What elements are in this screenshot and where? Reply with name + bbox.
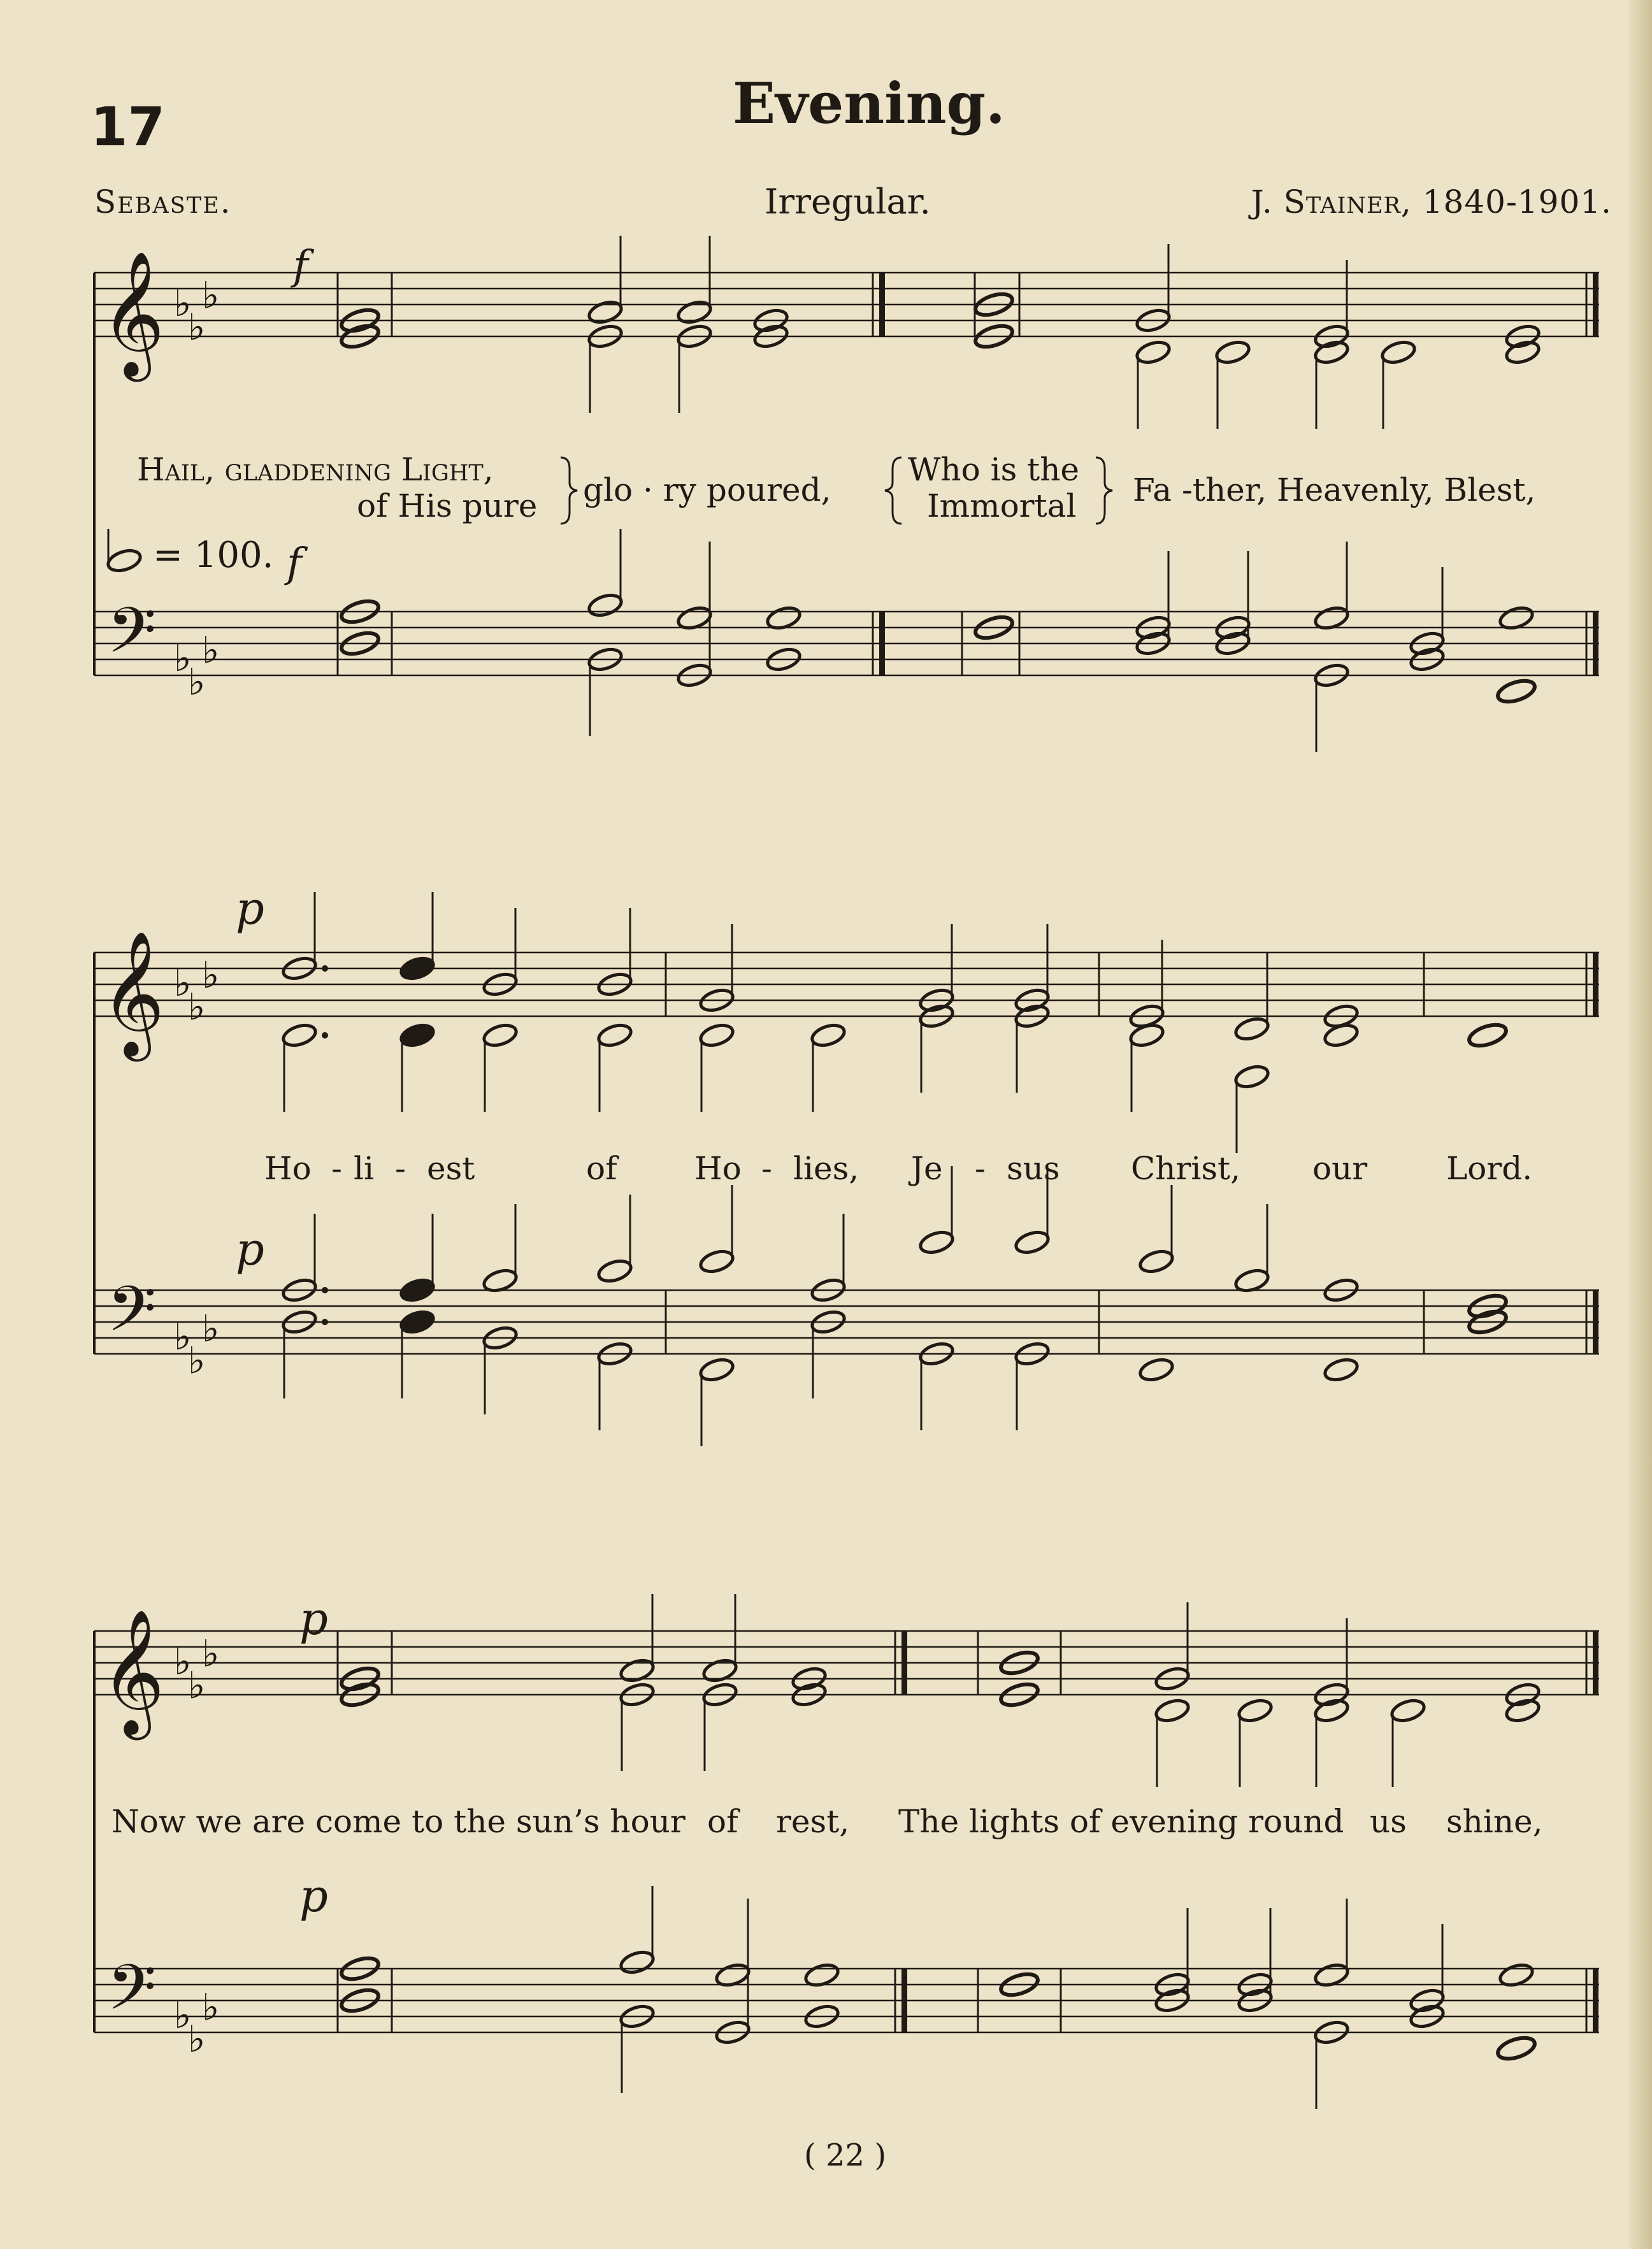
dynamic-forte: f (287, 540, 302, 587)
double-barline (1593, 952, 1598, 1016)
note-head (1014, 1229, 1051, 1256)
note-head (1138, 1356, 1175, 1384)
flat-icon: ♭ (174, 1315, 192, 1358)
note-head (1495, 2034, 1537, 2062)
lyric-word: - (761, 1150, 772, 1187)
note-head (596, 1258, 633, 1285)
bass-clef-icon: 𝄢 (107, 594, 157, 683)
note-head (1380, 339, 1417, 366)
flat-icon: ♭ (188, 2017, 206, 2061)
lyric-word: Christ, (1131, 1150, 1240, 1187)
lyric-rest: rest, (776, 1803, 850, 1840)
note-head (1313, 1697, 1350, 1725)
double-barline (1593, 273, 1598, 336)
double-barline (1593, 1290, 1598, 1354)
tune-name: Sebaste. (94, 183, 232, 220)
lyric-word: of (586, 1150, 617, 1187)
dynamic-piano: p (236, 882, 264, 935)
note-head (1138, 1248, 1175, 1275)
note-head (399, 1309, 436, 1336)
lyric-father: Fa -ther, Heavenly, Blest, (1133, 471, 1536, 508)
dynamic-piano: p (299, 1593, 328, 1645)
lyric-of: of (707, 1803, 738, 1840)
flat-icon: ♭ (188, 1663, 206, 1707)
flat-icon: ♭ (202, 273, 220, 317)
lyric-word: lies, (793, 1150, 859, 1187)
note-head (587, 592, 624, 619)
flat-icon: ♭ (174, 636, 192, 680)
lyric-word: - (975, 1150, 986, 1187)
lyric-word: Ho (694, 1150, 742, 1187)
lyric-word: sus (1007, 1150, 1060, 1187)
note-head (1390, 1697, 1426, 1725)
double-barline (901, 1631, 907, 1695)
dynamic-piano: p (299, 1870, 328, 1922)
flat-icon: ♭ (188, 305, 206, 349)
note-head (810, 1022, 847, 1049)
flat-icon: ♭ (202, 953, 220, 997)
note-head (1237, 1697, 1274, 1725)
lyric-brace (1096, 457, 1112, 524)
note-head (698, 1248, 735, 1275)
flat-icon: ♭ (174, 282, 192, 325)
lyric-who: Who is the (908, 451, 1080, 488)
lyric-lights: The lights of evening round (898, 1803, 1344, 1840)
lyric-us: us (1370, 1803, 1407, 1840)
flat-icon: ♭ (188, 1339, 206, 1383)
flat-icon: ♭ (202, 1985, 220, 2029)
note-head (1323, 1356, 1360, 1384)
lyric-word: Je (911, 1150, 943, 1187)
lyric-word: - (395, 1150, 406, 1187)
double-barline (1593, 1631, 1598, 1695)
flat-icon: ♭ (188, 985, 206, 1029)
dot (322, 1287, 328, 1293)
note-head (619, 1949, 656, 1976)
page-number: ( 22 ) (804, 2138, 887, 2173)
flat-icon: ♭ (188, 660, 206, 704)
flat-icon: ♭ (202, 1632, 220, 1676)
lyric-glory: glo · ry poured, (583, 471, 831, 508)
flat-icon: ♭ (202, 628, 220, 672)
flat-icon: ♭ (174, 1640, 192, 1683)
note-head (482, 1022, 519, 1049)
note-head (399, 1277, 436, 1304)
note-head (676, 299, 713, 326)
lyric-hail: Hail, gladdening Light, (137, 451, 494, 488)
note-head (1135, 339, 1172, 366)
lyric-word: - (331, 1150, 342, 1187)
note-head (281, 1022, 318, 1049)
treble-clef-icon: 𝄞 (101, 1609, 165, 1735)
lyric-brace (885, 457, 901, 524)
note-head (1313, 339, 1350, 366)
treble-clef-icon: 𝄞 (101, 250, 165, 377)
bass-clef-icon: 𝄢 (107, 1273, 157, 1362)
lyric-word: our (1312, 1150, 1368, 1187)
double-barline (879, 612, 885, 675)
dynamic-forte: f (293, 242, 308, 289)
note-head (1154, 1697, 1191, 1725)
flat-icon: ♭ (202, 1307, 220, 1351)
note-head (619, 1657, 656, 1685)
lyric-pure: of His pure (357, 487, 538, 524)
note-head (399, 1022, 436, 1049)
hymn-title: Evening. (733, 70, 1005, 136)
note-head (698, 1022, 735, 1049)
treble-clef-icon: 𝄞 (101, 930, 165, 1056)
lyric-immortal: Immortal (927, 487, 1077, 524)
note-head (399, 955, 436, 982)
double-barline (1593, 612, 1598, 675)
composer: J. Stainer, 1840-1901. (1251, 183, 1612, 220)
dot (322, 965, 328, 972)
double-barline (1593, 1969, 1598, 2032)
lyric-word: Lord. (1446, 1150, 1533, 1187)
hymn-number: 17 (90, 96, 165, 158)
lyric-word: Ho (264, 1150, 312, 1187)
note-head (1495, 677, 1537, 705)
note-head (698, 1356, 735, 1384)
lyric-brace (561, 457, 577, 524)
tempo-marking: = 100. (153, 535, 274, 576)
double-barline (901, 1969, 907, 2032)
note-head (1504, 339, 1541, 366)
note-head (1233, 1016, 1270, 1043)
note-head (596, 1022, 633, 1049)
flat-icon: ♭ (174, 1994, 192, 2037)
lyric-shine: shine, (1446, 1803, 1543, 1840)
meter: Irregular. (765, 182, 931, 222)
note-head (587, 299, 624, 326)
dot (322, 1319, 328, 1325)
note-head (106, 547, 143, 575)
dynamic-piano: p (236, 1223, 264, 1275)
lyric-word: est (427, 1150, 475, 1187)
dot (322, 1032, 328, 1038)
note-head (1467, 1021, 1509, 1049)
note-head (1214, 339, 1251, 366)
note-head (918, 1229, 955, 1256)
bass-clef-icon: 𝄢 (107, 1951, 157, 2040)
double-barline (879, 273, 885, 336)
note-head (1233, 1063, 1270, 1091)
flat-icon: ♭ (174, 961, 192, 1005)
lyric-now: Now we are come to the sun’s hour (111, 1803, 686, 1840)
lyric-word: li (354, 1150, 374, 1187)
note-head (701, 1657, 738, 1685)
note-head (1504, 1697, 1541, 1725)
